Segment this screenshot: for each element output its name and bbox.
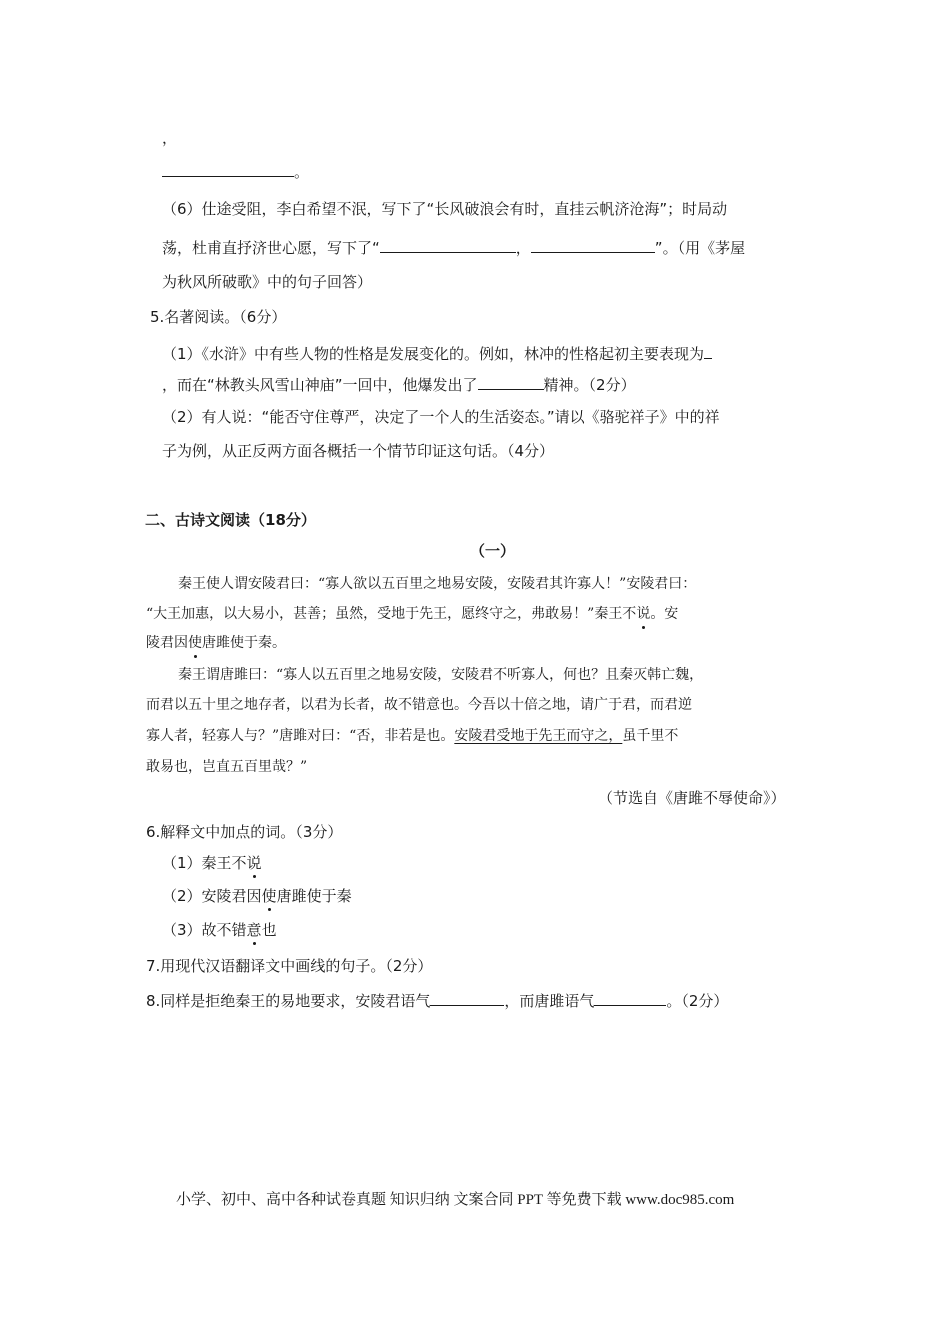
q5-2-line2: 子为例，从正反两方面各概括一个情节印证这句话。（4分）	[162, 442, 555, 460]
q4-6-line3: 为秋风所破歌》中的句子回答）	[162, 273, 373, 291]
answer-blank[interactable]	[704, 342, 712, 359]
q6-item-3	[162, 920, 277, 940]
q6-item-1	[162, 853, 262, 873]
q6-text: （1）秦王不	[162, 854, 247, 872]
q8-text-c: 。（2分）	[666, 992, 729, 1010]
q4-6-text-b: ”。（用《茅屋	[654, 239, 746, 257]
q5-1-text-b: 精神。（2分）	[543, 376, 636, 394]
passage-p2-line3	[146, 726, 678, 746]
q8-text-a: 8.同样是拒绝秦王的易地要求，安陵君语气	[146, 992, 431, 1010]
q5-2-line1: （2）有人说：“能否守住尊严，决定了一个人的生活姿态。”请以《骆驼祥子》中的祥	[162, 408, 720, 426]
answer-blank-2[interactable]	[594, 989, 666, 1006]
sub-heading: （一）	[470, 542, 516, 560]
passage-p2-line1: 秦王谓唐雎曰：“寡人以五百里之地易安陵，安陵君不听寡人，何也？且秦灭韩亡魏，	[178, 667, 704, 683]
q4-6-text-a: 荡，杜甫直抒济世心愿，写下了“	[162, 239, 380, 257]
period: 。	[294, 163, 310, 181]
passage-text: 寡人者，轻寡人与？”唐雎对曰：“否，非若是也。	[146, 728, 455, 744]
section-heading: 二、古诗文阅读（18分）	[145, 511, 316, 529]
stray-comma: ，	[162, 129, 178, 147]
answer-line-top	[162, 160, 309, 182]
passage-p1-line2	[146, 604, 678, 624]
q5-heading: 5.名著阅读。（6分）	[150, 308, 287, 326]
q5-1-text: （1）《水浒》中有些人物的性格是发展变化的。例如，林冲的性格起初主要表现为	[162, 345, 705, 363]
q6-heading: 6.解释文中加点的词。（3分）	[146, 823, 343, 841]
dotted-word: 说	[246, 854, 262, 872]
passage-text: 。安	[650, 606, 679, 622]
q6-item-2	[162, 886, 352, 906]
passage-text: 唐雎使于秦。	[202, 635, 286, 651]
q5-1-text-a: ，而在“林教头风雪山神庙”一回中，他爆发出了	[162, 376, 478, 394]
q5-1-line2	[162, 373, 636, 395]
passage-p1-line3	[146, 633, 286, 653]
q4-6-line2	[162, 236, 745, 258]
q6-text: 唐雎使于秦	[276, 887, 352, 905]
answer-blank[interactable]	[478, 373, 544, 390]
passage-text: 虽千里不	[622, 728, 679, 744]
q4-6-line1: （6）仕途受阻，李白希望不泯，写下了“长风破浪会有时，直挂云帆济沧海”；时局动	[162, 200, 728, 218]
passage-p2-line4: 敢易也，岂直五百里哉？”	[146, 759, 308, 775]
q4-6-sep: ，	[515, 239, 531, 257]
passage-p2-line2: 而君以五十里之地存者，以君为长者，故不错意也。今吾以十倍之地，请广于君，而君逆	[146, 697, 692, 713]
q5-1-line1	[162, 342, 712, 364]
answer-blank-1[interactable]	[430, 989, 504, 1006]
dotted-word-shi: 使	[188, 635, 202, 651]
q6-text: （3）故不错	[162, 921, 247, 939]
footer-text: 小学、初中、高中各种试卷真题 知识归纳 文案合同 PPT 等免费下载 www.doc985.com	[176, 1192, 735, 1208]
answer-blank-1[interactable]	[380, 236, 516, 253]
dotted-word: 意	[246, 921, 262, 939]
q6-text: 也	[261, 921, 277, 939]
dotted-word-shuo: 说	[636, 606, 651, 622]
q7-text: 7.用现代汉语翻译文中画线的句子。（2分）	[146, 957, 433, 975]
q8-line	[146, 989, 728, 1011]
answer-blank[interactable]	[162, 160, 294, 177]
passage-source: （节选自《唐雎不辱使命》）	[598, 789, 786, 807]
answer-blank-2[interactable]	[531, 236, 655, 253]
q8-text-b: ，而唐雎语气	[504, 992, 595, 1010]
underlined-sentence: 安陵君受地于先王而守之，	[454, 728, 623, 744]
passage-text: 陵君因	[146, 635, 188, 651]
q6-text: （2）安陵君因	[162, 887, 262, 905]
passage-text: “大王加惠，以大易小，甚善；虽然，受地于先王，愿终守之，弗敢易！”秦王不	[146, 606, 637, 622]
dotted-word: 使	[261, 887, 277, 905]
passage-p1-line1: 秦王使人谓安陵君曰：“寡人欲以五百里之地易安陵，安陵君其许寡人！”安陵君曰：	[178, 576, 697, 592]
